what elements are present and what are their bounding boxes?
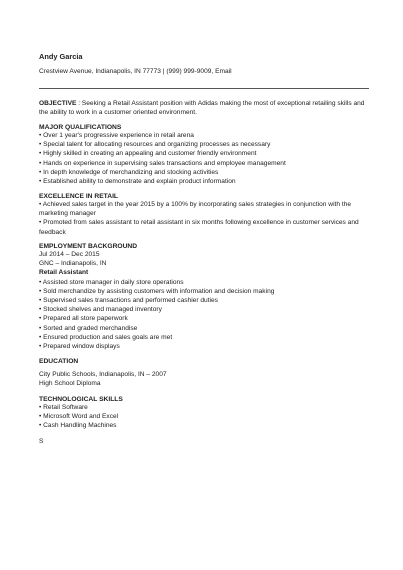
list-item: • Hands on experience in supervising sales transactions and employee management: [39, 159, 286, 167]
list-item: • Retail Software: [39, 404, 88, 411]
education-diploma: High School Diploma: [39, 380, 101, 388]
excellence-section: [39, 193, 369, 237]
candidate-name: Andy Garcia: [39, 52, 83, 61]
list-item: • Assisted store manager in daily store operations: [39, 278, 184, 286]
skills-heading: TECHNOLOGICAL SKILLS: [39, 396, 123, 403]
list-item: • Cash Handling Machines: [39, 422, 117, 430]
list-item: • Promoted from sales assistant to retail assistant in six months following excellence in customer services and feedback: [39, 219, 359, 236]
trailing-text: S: [39, 438, 44, 445]
objective-label: OBJECTIVE: [39, 100, 77, 107]
employment-dates: Jul 2014 – Dec 2015: [39, 251, 100, 258]
employment-heading: EMPLOYMENT BACKGROUND: [39, 243, 138, 250]
education-heading: EDUCATION: [39, 358, 79, 365]
list-item: • Established ability to demonstrate and explain product information: [39, 178, 236, 186]
list-item: • Special talent for allocating resources and organizing processes as necessary: [39, 141, 271, 149]
list-item: • Ensured production and sales goals are met: [39, 333, 173, 341]
list-item: • Prepared window displays: [39, 343, 120, 351]
list-item: • Stocked shelves and managed inventory: [39, 306, 162, 314]
qualifications-heading: MAJOR QUALIFICATIONS: [39, 124, 122, 131]
contact-line: Crestview Avenue, Indianapolis, IN 77773 | (999) 999-9009, Email: [39, 68, 232, 75]
excellence-heading: EXCELLENCE IN RETAIL: [39, 193, 119, 200]
education-section: [39, 358, 369, 388]
list-item: • Sorted and graded merchandise: [39, 324, 138, 332]
list-item: • Achieved sales target in the year 2015 by a 100% by incorporating sales strategies in conjunction with the marketing manager: [39, 201, 352, 218]
list-item: • Microsoft Word and Excel: [39, 413, 119, 421]
list-item: • Over 1 year's progressive experience in retail arena: [39, 132, 194, 139]
employment-company: GNC – Indianapolis, IN: [39, 260, 107, 268]
objective-section: [39, 99, 369, 117]
employment-title: Retail Assistant: [39, 269, 89, 277]
list-item: • Highly skilled in creating an appealing and customer friendly environment: [39, 150, 257, 158]
list-item: • Prepared all store paperwork: [39, 315, 128, 323]
list-item: • Sold merchandize by assisting customers with information and decision making: [39, 287, 275, 295]
list-item: • In depth knowledge of merchandizing and stocking activities: [39, 168, 219, 176]
header-divider: [39, 88, 369, 89]
education-school: City Public Schools, Indianapolis, IN – 2007: [39, 371, 167, 378]
list-item: • Supervised sales transactions and performed cashier duties: [39, 297, 218, 305]
employment-section: [39, 243, 369, 351]
skills-section: [39, 396, 369, 431]
objective-text: : Seeking a Retail Assistant position with Adidas making the most of exceptional retailing skills and the ability to work in a customer oriented environment.: [39, 100, 365, 117]
qualifications-section: [39, 124, 369, 186]
